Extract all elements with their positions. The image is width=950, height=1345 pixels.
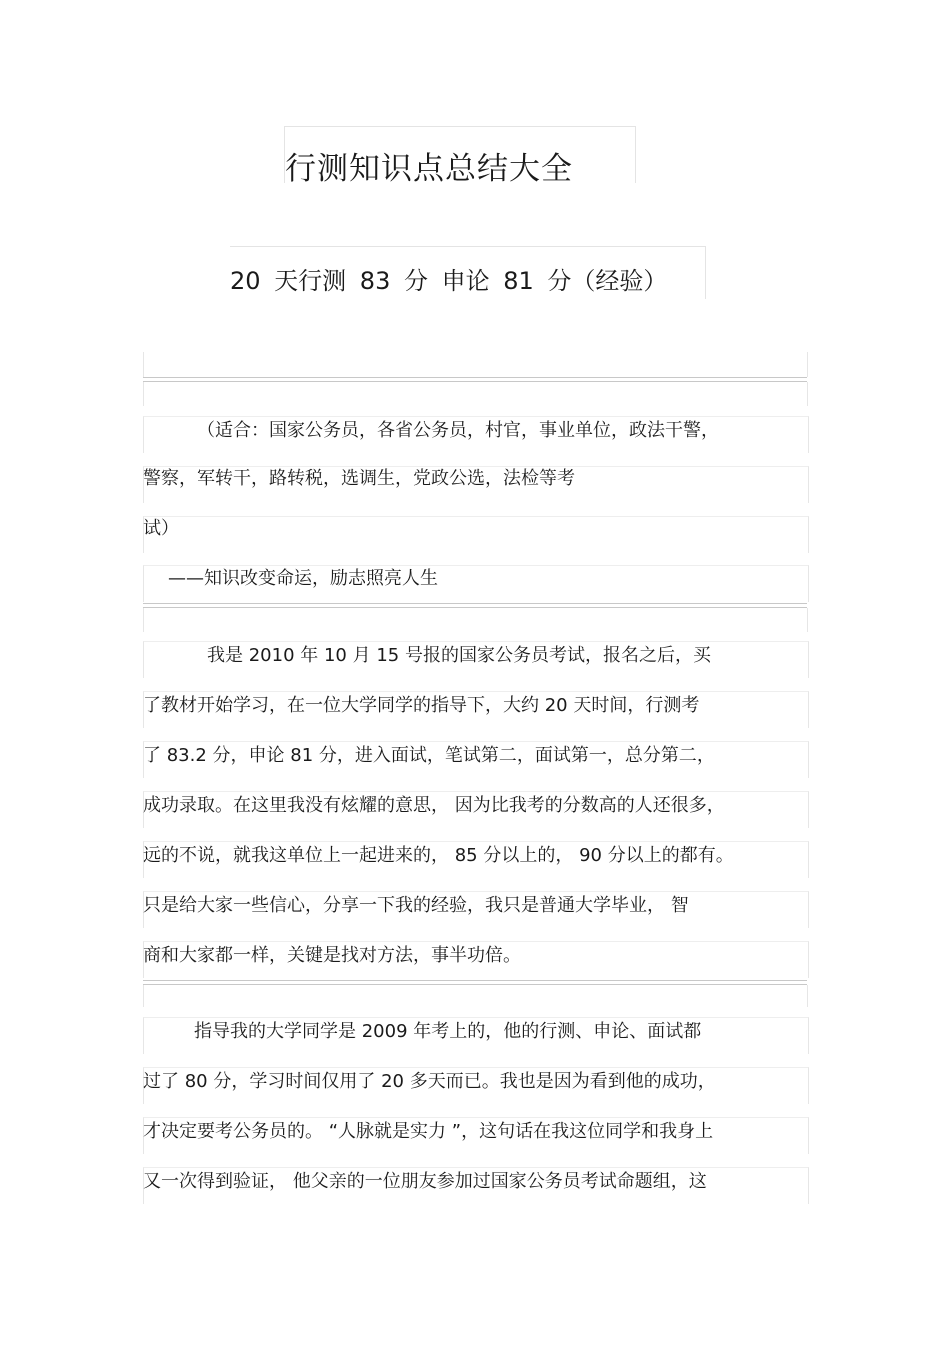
suitable-line: 警察，军转干，路转税，选调生，党政公选，法检等考 <box>143 468 575 489</box>
paragraph1-line: 只是给大家一些信心，分享一下我的经验，我只是普通大学毕业， 智 <box>143 895 689 916</box>
paragraph1-line: 远的不说，就我这单位上一起进来的， 85 分以上的， 90 分以上的都有。 <box>143 845 734 866</box>
title-frame <box>284 126 636 187</box>
frame-gap <box>143 352 808 377</box>
text-line-frame <box>143 516 809 553</box>
frame-gap <box>143 382 808 406</box>
paragraph2-line: 才决定要考公务员的。 “人脉就是实力 ”，这句话在我这位同学和我身上 <box>143 1121 714 1142</box>
suitable-line: （适合：国家公务员，各省公务员，村官，事业单位，政法干警， <box>197 420 719 441</box>
suitable-line: 试） <box>143 518 179 539</box>
paragraph2-line: 过了 80 分，学习时间仅用了 20 多天而已。我也是因为看到他的成功， <box>143 1071 716 1092</box>
frame-gap <box>143 608 808 632</box>
frame-gap <box>143 985 808 1007</box>
paragraph2-line: 指导我的大学同学是 2009 年考上的，他的行测、申论、面试都 <box>194 1021 702 1042</box>
paragraph2-line: 又一次得到验证， 他父亲的一位朋友参加过国家公务员考试命题组，这 <box>143 1171 707 1192</box>
motto: ——知识改变命运，励志照亮人生 <box>168 568 438 589</box>
paragraph1-line: 了教材开始学习，在一位大学同学的指导下，大约 20 天时间，行测考 <box>143 695 700 716</box>
paragraph1-line: 我是 2010 年 10 月 15 号报的国家公务员考试，报名之后，买 <box>207 645 711 666</box>
document-subtitle: 20 天行测 83 分 申论 81 分（经验） <box>230 267 668 295</box>
subtitle-frame <box>230 246 706 299</box>
paragraph1-line: 了 83.2 分，申论 81 分，进入面试，笔试第二，面试第一，总分第二， <box>143 745 715 766</box>
paragraph1-line: 成功录取。在这里我没有炫耀的意思， 因为比我考的分数高的人还很多， <box>143 795 725 816</box>
document-title: 行测知识点总结大全 <box>285 151 573 187</box>
paragraph1-line: 商和大家都一样，关键是找对方法，事半功倍。 <box>143 945 521 966</box>
